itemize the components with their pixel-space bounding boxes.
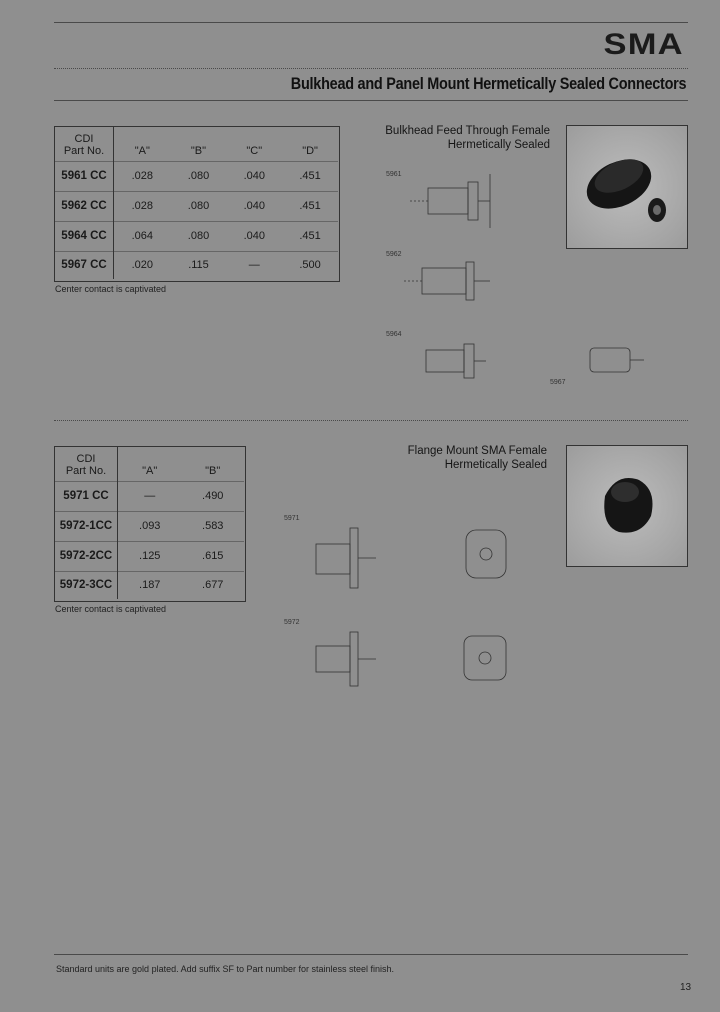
drawings-flange	[280, 506, 540, 706]
part-number: 5961 CC	[55, 161, 114, 191]
table-row	[55, 571, 244, 599]
table-note-2: Center contact is captivated	[55, 604, 167, 614]
cell-b: .583	[181, 511, 244, 541]
table-row	[55, 221, 338, 251]
cell-c: .040	[226, 221, 282, 251]
drawing-label-5972: 5972	[284, 619, 300, 626]
header-part-no: Part No.	[65, 464, 107, 477]
brand-logo: SMA	[603, 28, 684, 61]
table-header-part	[55, 447, 118, 481]
part-number: 5972-2CC	[55, 541, 118, 571]
cell-b: .080	[171, 191, 227, 221]
table-note-1: Center contact is captivated	[55, 284, 167, 294]
cell-a: .028	[114, 161, 171, 191]
cell-a: .020	[114, 251, 171, 279]
cell-b: .115	[171, 251, 227, 279]
title-rule-upper	[54, 68, 688, 69]
cell-a: .093	[118, 511, 182, 541]
part-number: 5967 CC	[55, 251, 114, 279]
table-header-b: "B"	[190, 144, 207, 157]
header-cdi: CDI	[76, 452, 96, 465]
section-title-1	[385, 124, 550, 152]
cell-d: .451	[282, 221, 338, 251]
cell-b: .080	[171, 221, 227, 251]
drawings-bulkhead	[380, 164, 680, 404]
table-header-d: "D"	[302, 144, 318, 157]
cell-d: .451	[282, 191, 338, 221]
cell-a: .064	[114, 221, 171, 251]
section-divider	[54, 420, 688, 421]
header-cdi: CDI	[74, 132, 94, 145]
drawing-label-5967: 5967	[550, 379, 566, 386]
part-number: 5971 CC	[55, 481, 118, 511]
part-number: 5964 CC	[55, 221, 114, 251]
header-part-no: Part No.	[63, 144, 105, 157]
table-header-b: "B"	[205, 464, 221, 477]
page-number: 13	[680, 982, 692, 993]
cell-b: .615	[181, 541, 244, 571]
footer-note: Standard units are gold plated. Add suffix SF to Part number for stainless steel finish.	[56, 964, 395, 974]
cell-a: —	[118, 481, 182, 511]
title-rule-lower	[54, 100, 688, 101]
table-header-c: "C"	[246, 144, 263, 157]
table-row	[55, 511, 244, 541]
table-row	[55, 541, 244, 571]
table-row	[55, 481, 244, 511]
cell-a: .125	[118, 541, 182, 571]
cell-b: .677	[181, 571, 244, 599]
drawing-label-5962: 5962	[386, 251, 402, 258]
part-number: 5972-3CC	[55, 571, 118, 599]
spec-table-2	[55, 447, 244, 599]
product-photo-flange	[566, 445, 688, 567]
cell-a: .028	[114, 191, 171, 221]
section-title-2-line2: Hermetically Sealed	[444, 459, 547, 471]
spec-table-1	[55, 127, 338, 279]
table-row	[55, 161, 338, 191]
cell-c: .040	[226, 161, 282, 191]
cell-c: —	[226, 251, 282, 279]
top-rule	[54, 22, 688, 23]
cell-a: .187	[118, 571, 182, 599]
part-number: 5972-1CC	[55, 511, 118, 541]
flange-photo-art	[567, 446, 687, 566]
table-row	[55, 191, 338, 221]
section-title-1-line2: Hermetically Sealed	[447, 139, 550, 151]
drawing-label-5964: 5964	[386, 331, 402, 338]
table-header-part	[55, 127, 114, 161]
section-title-2-line1: Flange Mount SMA Female	[407, 445, 547, 457]
cell-d: .451	[282, 161, 338, 191]
page-title: Bulkhead and Panel Mount Hermetically Sealed Connectors	[290, 74, 686, 93]
section-title-1-line1: Bulkhead Feed Through Female	[385, 125, 550, 137]
cell-b: .490	[181, 481, 244, 511]
cell-b: .080	[171, 161, 227, 191]
drawing-label-5961: 5961	[386, 171, 402, 178]
cell-c: .040	[226, 191, 282, 221]
footer-rule	[54, 954, 688, 955]
cell-d: .500	[282, 251, 338, 279]
table-header-a: "A"	[134, 144, 150, 157]
part-number: 5962 CC	[55, 191, 114, 221]
table-header-a: "A"	[142, 464, 158, 477]
table-row	[55, 251, 338, 279]
drawing-label-5971: 5971	[284, 515, 300, 522]
section-title-2	[408, 444, 547, 472]
